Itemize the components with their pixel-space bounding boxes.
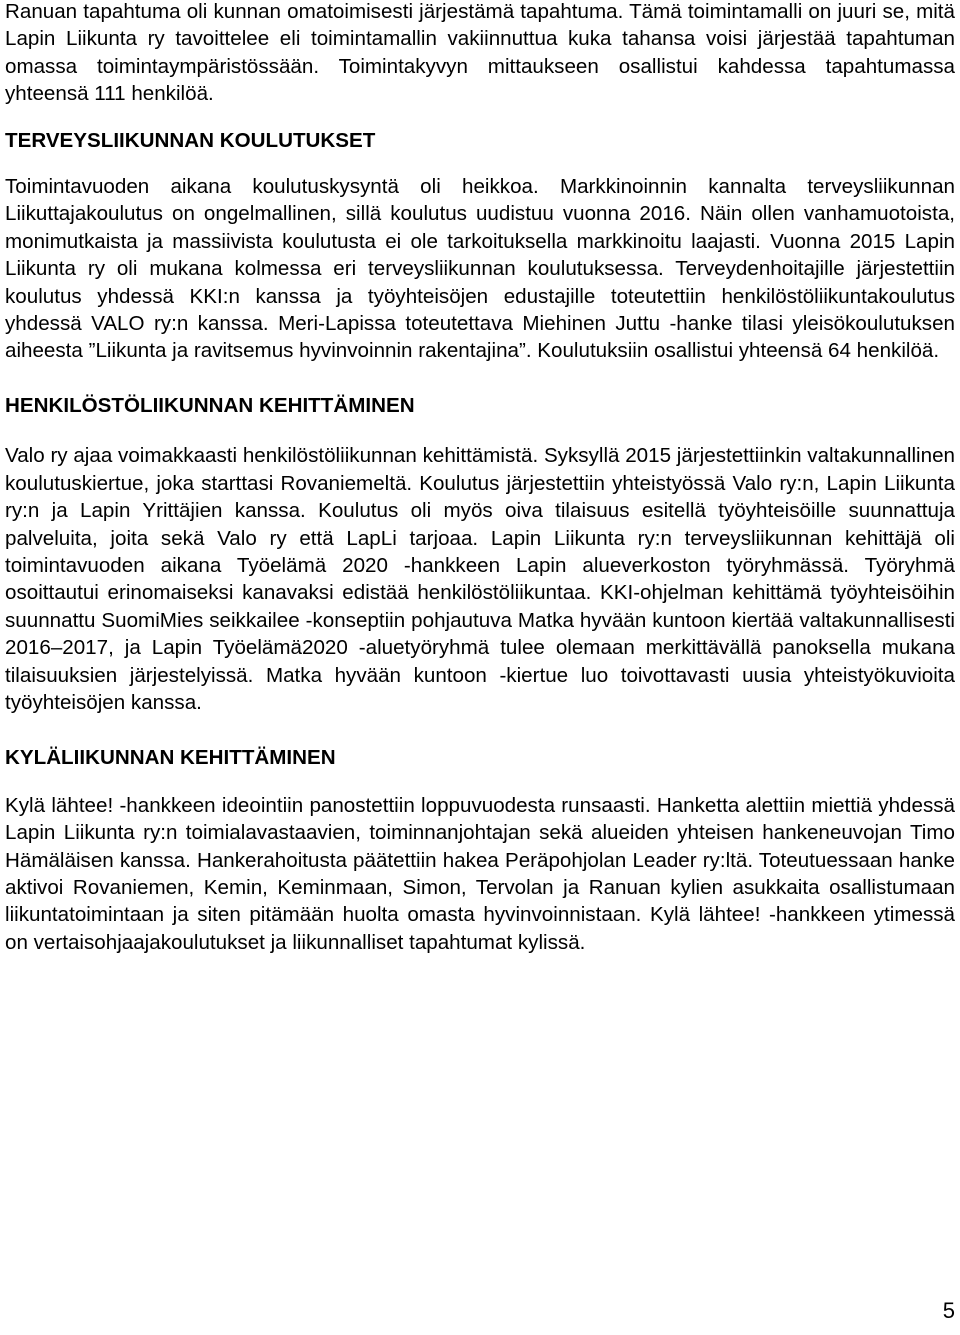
paragraph-ranua-event: Ranuan tapahtuma oli kunnan omatoimisesti järjestämä tapahtuma. Tämä toimintamalli on juuri se, mitä Lapin Liikunta ry tavoittelee eli toimintamallin vakiinnuttua kuka tahansa voisi järjestää tapahtuman omassa toimintaympäristössään. Toimintakyvyn mittaukseen osallistui kahdessa tapahtumassa yhteensä 111 henkilöä. (5, 0, 955, 106)
paragraph-terveysliikunta: Toimintavuoden aikana koulutuskysyntä oli heikkoa. Markkinoinnin kannalta terveysliikunnan Liikuttajakoulutus on ongelmallinen, sillä koulutus uudistuu vuonna 2016. Näin ollen vanhamuotoista, monimutkaista ja massiivista koulutusta ei ole tarkoituksella markkinoitu laajasti. Vuonna 2015 Lapin Liikunta ry oli mukana kolmessa eri terveysliikunnan koulutuksessa. Terveydenhoitajille järjestettiin koulutus yhdessä KKI:n kanssa ja työyhteisöjen edustajille toteutettiin henkilöstöliikuntakoulutus yhdessä VALO ry:n kanssa. Meri-Lapissa toteutettava Miehinen Juttu -hanke tilasi yleisökoulutuksen aiheesta ”Liikunta ja ravitsemus hyvinvoinnin rakentajina”. Koulutuksiin osallistui yhteensä 64 henkilöä. (5, 175, 955, 363)
paragraph-henkilostoliikunta: Valo ry ajaa voimakkaasti henkilöstöliikunnan kehittämistä. Syksyllä 2015 järjestettiinkin valtakunnallinen koulutuskiertue, joka starttasi Rovaniemeltä. Koulutus järjestettiin yhteistyössä Valo ry:n, Lapin Liikunta ry:n ja Lapin Yrittäjien kanssa. Koulutus oli myös oiva tilaisuus esitellä työyhteisöille suunnattuja palveluita, joita sekä Valo ry että LapLi tarjoaa. Lapin Liikunta ry:n terveysliikunnan kehittäjä oli toimintavuoden aikana Työelämä 2020 -hankkeen Lapin alueverkoston työryhmässä. Työryhmä osoittautui erinomaiseksi kanavaksi edistää henkilöstöliikuntaa. KKI-ohjelman kehittämä työyhteisöihin suunnattu SuomiMies seikkailee -konseptiin pohjautuva Matka hyvään kuntoon kiertää valtakunnallisesti 2016–2017, ja Lapin Työelämä2020 -aluetyöryhmä tulee olemaan merkittävällä panoksella mukana tilaisuuksien järjestelyissä. Matka hyvään kuntoon -kiertue luo toivottavasti uusia yhteistyökuvioita työyhteisöjen kanssa. (5, 444, 955, 714)
paragraph-kylaliikunta: Kylä lähtee! -hankkeen ideointiin panostettiin loppuvuodesta runsaasti. Hanketta alettiin miettiä yhdessä Lapin Liikunta ry:n toimialavastaavien, toiminnanjohtajan sekä alueiden yhteisen hankeneuvojan Timo Hämäläisen kanssa. Hankerahoitusta päätettiin hakea Peräpohjolan Leader ry:ltä. Toteutuessaan hanke aktivoi Rovaniemen, Kemin, Keminmaan, Simon, Tervolan ja Ranuan kylien asukkaita osallistumaan liikuntatoimintaan ja siten pitämään huolta omasta hyvinvoinnistaan. Kylä lähtee! -hankkeen ytimessä on vertaisohjaajakoulutukset ja liikunnalliset tapahtumat kylissä. (5, 793, 955, 954)
heading-kylaliikunnan-kehittaminen: KYLÄLIIKUNNAN KEHITTÄMINEN (5, 746, 336, 770)
document-page (5, 0, 955, 956)
heading-henkilostoliikunnan-kehittaminen: HENKILÖSTÖLIIKUNNAN KEHITTÄMINEN (5, 393, 415, 417)
page-number: 5 (942, 1298, 955, 1323)
heading-terveysliikunnan-koulutukset: TERVEYSLIIKUNNAN KOULUTUKSET (5, 128, 376, 152)
